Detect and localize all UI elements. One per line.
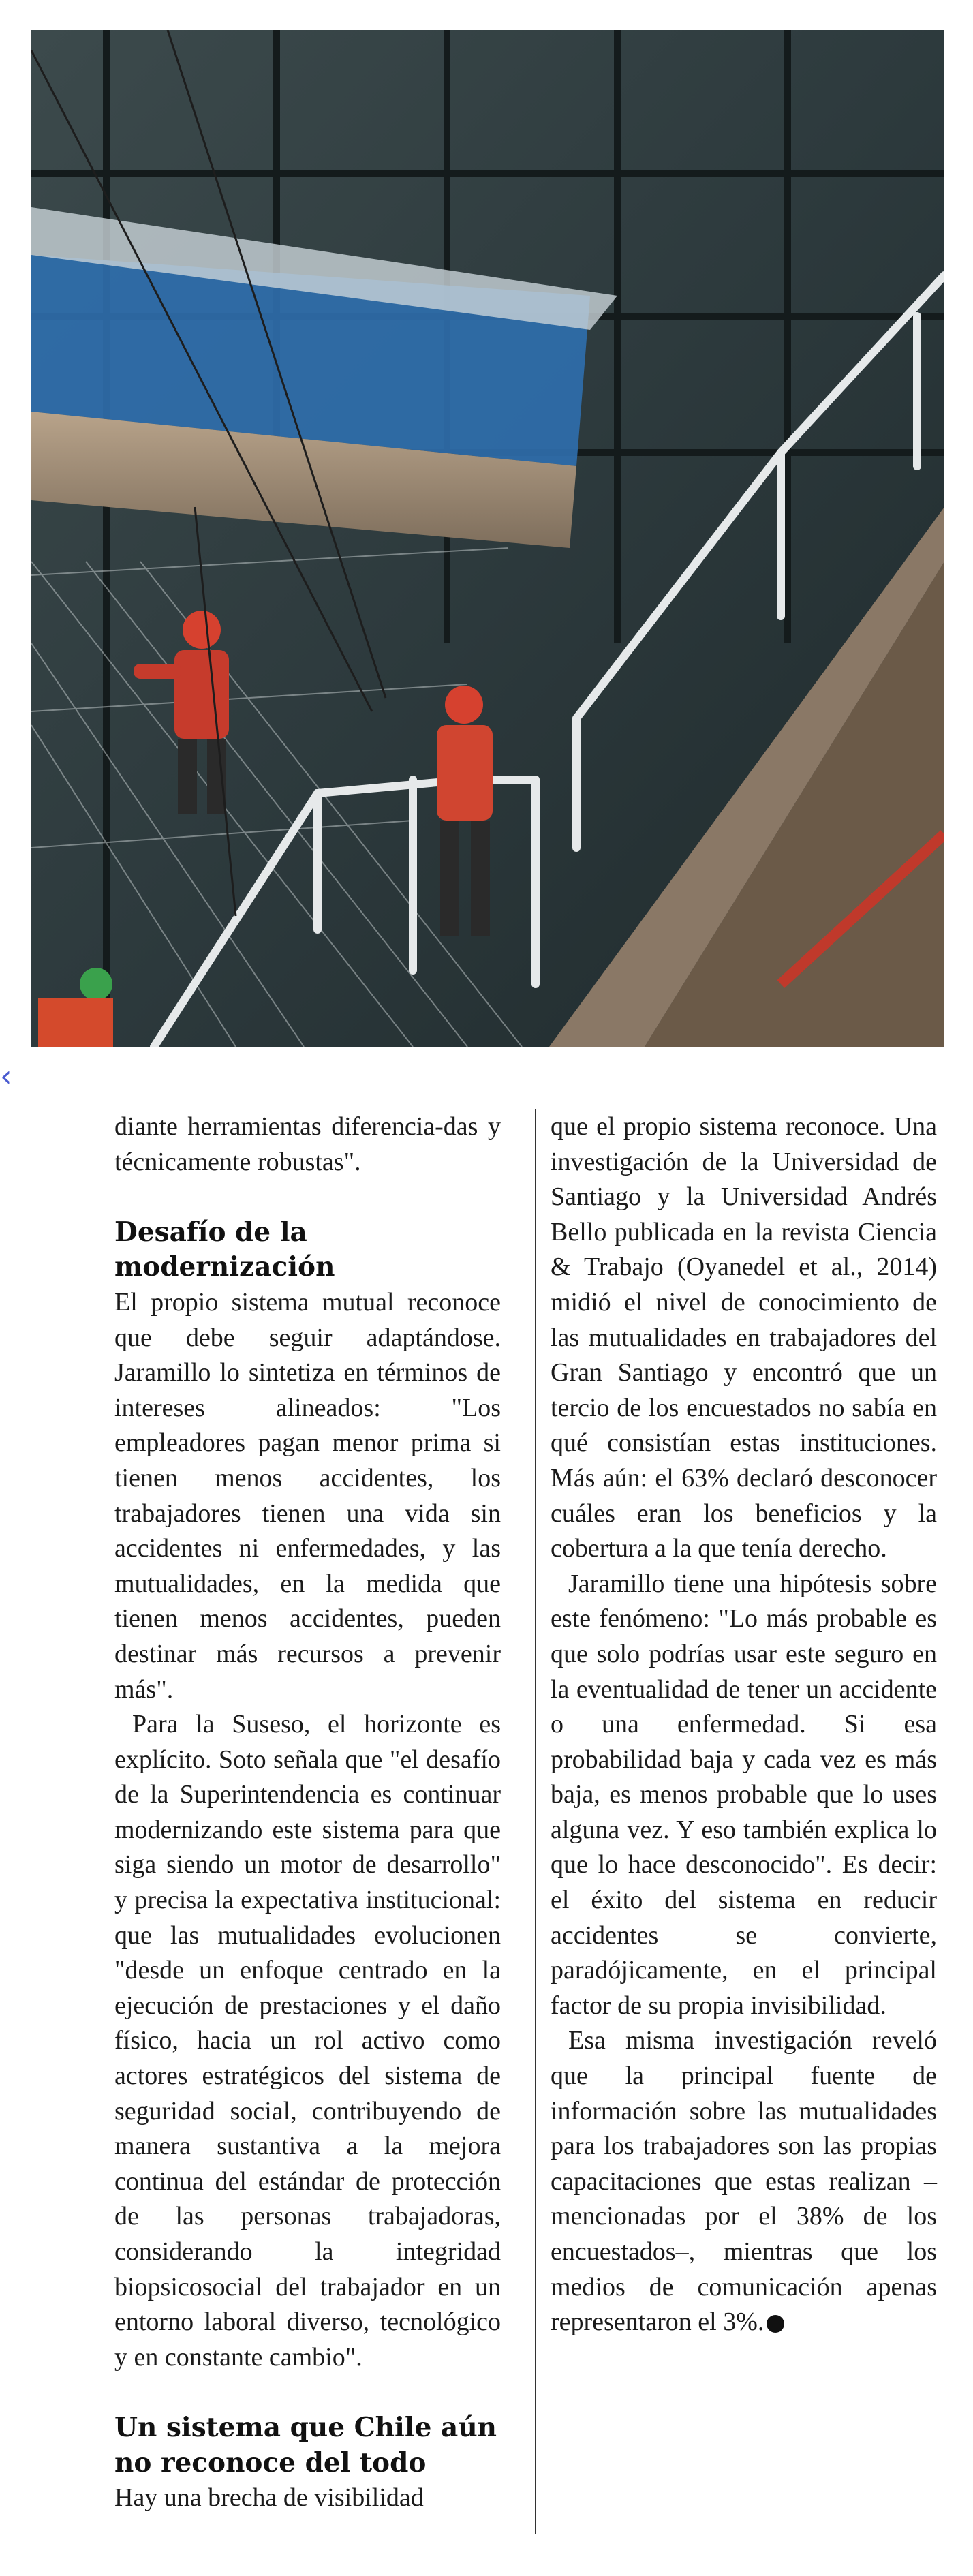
end-of-article-icon: P: [767, 2315, 784, 2333]
article-column-left: [114, 1109, 501, 2516]
paragraph: Hay una brecha de visibilidad: [114, 2483, 424, 2513]
paragraph: [551, 2023, 937, 2340]
photo-construction-workers-icon: [31, 30, 944, 1047]
paragraph: Para la Suseso, el horizonte es explícito. Soto señala que "el desafío de la Superintendencia es continuar modernizando este sistema para que siga siendo un motor de desarrollo" y precisa la expectativa institucional: que las mutualidades evolucionen "desde un enfoque centrado en la ejecución de prestaciones y el daño físico, hacia un rol activo como actores estratégicos del sistema de seguridad social, contribuyendo de manera sustantiva a la mejora continua del estándar de protección de las personas trabajadoras, considerando la integridad biopsicosocial del trabajador en un entorno laboral diverso, tecnológico y en constante cambio".: [114, 1710, 501, 2372]
paragraph: diante herramientas diferencia-das y técnicamente robustas".: [114, 1112, 501, 1176]
article-photo: [31, 30, 944, 1047]
paragraph: El propio sistema mutual reconoce que debe seguir adaptándose. Jaramillo lo sintetiza en términos de intereses alineados: "Los empleadores pagan menor prima si tienen menos accidentes, los trabajadores tienen una vida sin accidentes ni enfermedades, y las mutualidades, en la medida que tienen menos accidentes, pueden destinar más recursos a prevenir más".: [114, 1287, 501, 1704]
section-heading: Un sistema que Chile aún no reconoce del todo: [114, 2411, 497, 2479]
back-arrow-icon[interactable]: ‹: [0, 1059, 12, 1094]
paragraph-text: Esa misma investigación reveló que la principal fuente de información sobre las mutualidades para los trabajadores son las propias capacitaciones que estas realizan –mencionadas por el 38% de los encuestados–, mientras que los medios de comunicación apenas representaron el 3%.: [551, 2026, 937, 2337]
column-divider: [535, 1109, 536, 2534]
paragraph: Jaramillo tiene una hipótesis sobre este fenómeno: "Lo más probable es que solo podrías usar este seguro en la eventualidad de tener un accidente o una enfermedad. Si esa probabilidad baja y cada vez es más baja, es menos probable que lo uses alguna vez. Y eso también explica lo que lo hace desconocido". Es decir: el éxito del sistema en reducir accidentes se convierte, paradójicamente, en el principal factor de su propia invisibilidad.: [551, 1569, 937, 2020]
article-column-right: [551, 1109, 937, 2340]
paragraph: que el propio sistema reconoce. Una investigación de la Universidad de Santiago y la Universidad Andrés Bello publicada en la revista Ciencia & Trabajo (Oyanedel et al., 2014) midió el nivel de conocimiento de las mutualidades en trabajadores del Gran Santiago y encontró que un tercio de los encuestados no sabía en qué consistían estas instituciones. Más aún: el 63% declaró desconocer cuáles eran los beneficios y la cobertura a la que tenía derecho.: [551, 1112, 937, 1563]
section-heading: Desafío de la modernización: [114, 1216, 335, 1283]
